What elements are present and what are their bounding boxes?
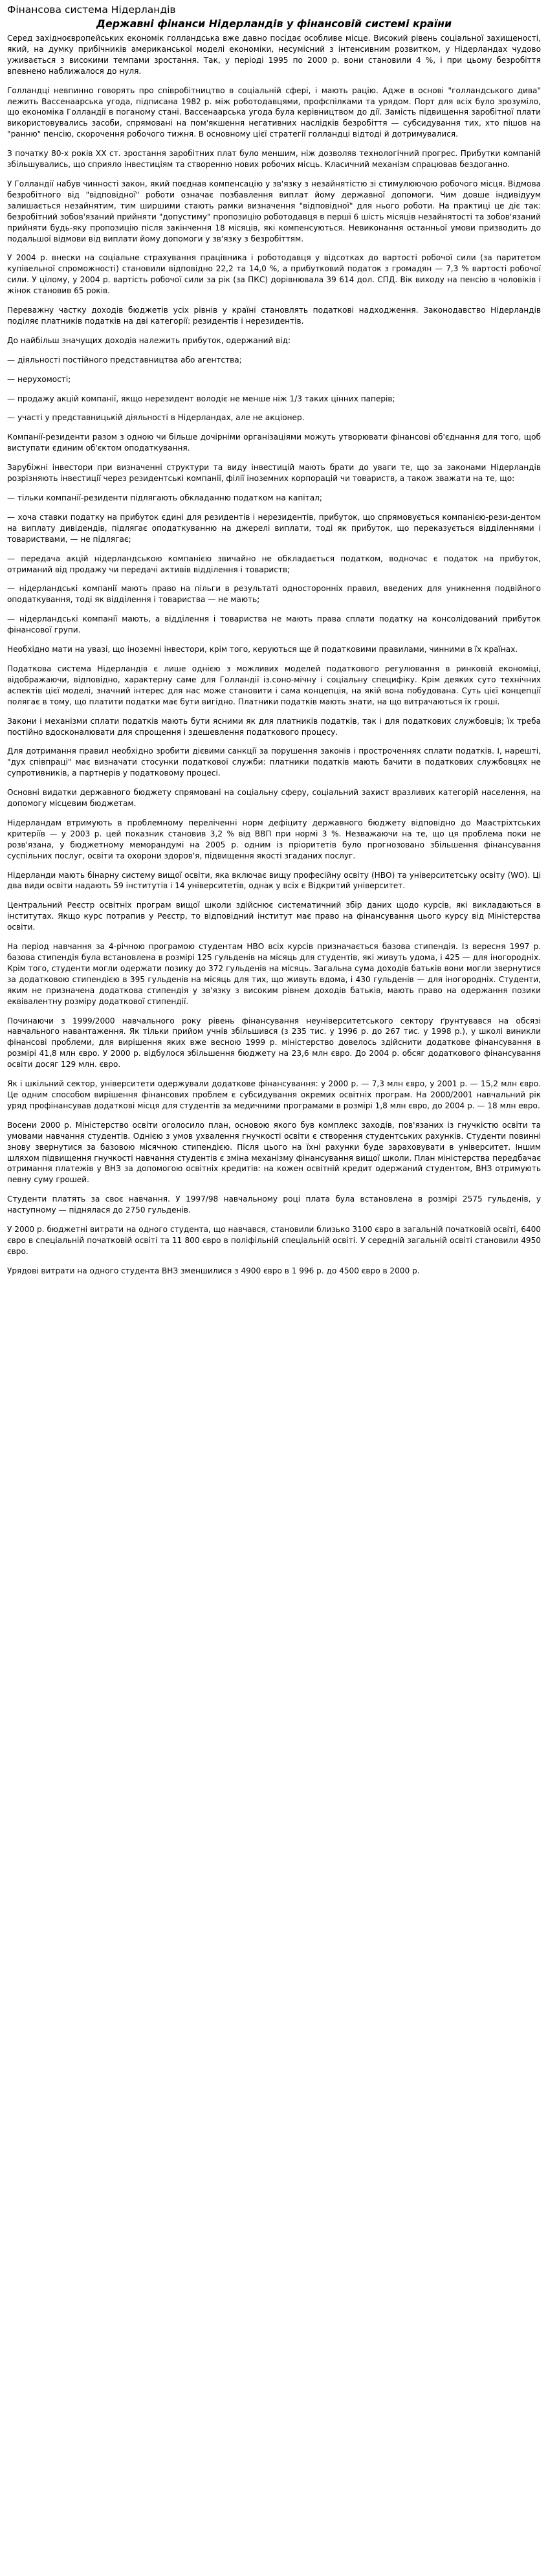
paragraph: — нідерландські компанії мають, а відділення і товариства не мають права сплати податку на консолідований прибуток фінансової групи. <box>7 614 541 635</box>
paragraph: У 2004 р. внески на соціальне страхування працівника і роботодавця у відсотках до вартості робочої сили (за паритетом купівельної спроможності) становили відповідно 22,2 та 14,0 %, а прибутковий податок з громадян — 7,3 % вартості робочої сили. У цілому, у 2004 р. вартість робочої сили за рік (за ПКС) дорівнювала 39 614 дол. СПД. Вік виходу на пенсію в чоловіків і жінок становив 65 років. <box>7 253 541 296</box>
paragraph: — нерухомості; <box>7 374 71 384</box>
paragraph: Зарубіжні інвестори при визначенні структури та виду інвестицій мають брати до уваги те, що за законами Нідерландів розрізняють інвестиції через резидентські компанії, філії іноземних корпорацій чи товариств, а також зважати на те, що: <box>7 463 541 484</box>
paragraph: — нідерландські компанії мають право на пільги в результаті односторонніх правил, введених для уникнення подвійного оподаткування, тоді як відділення і товариства — не мають; <box>7 584 541 605</box>
paragraph: На період навчання за 4-річною програмою студентам НВО всіх курсів призначається базова стипендія. Із вересня 1997 р. базова стипендія була встановлена в розмірі 125 гульденів на місяць для студентів, які живуть удома, і 425 — для іногородніх. Крім того, студенти могли одержати позику до 372 гульденів на місяць. Загальна сума доходів батьків вони могли звернутися за додатковою стипендією в 395 гульденів на місяць для тих, що живуть вдома, і 430 гульденів — для іногородніх. Студенти, яким не призначена додаткова стипендія у зв'язку з високим рівнем доходів батьків, мають право на одержання позики еквівалентну розміру додаткової стипендії. <box>7 942 541 1006</box>
paragraph: З початку 80-х років XX ст. зростання заробітних плат було меншим, ніж дозволяв технологічний прогрес. Прибутки компаній збільшувались, що сприяло інвестиціям та створенню нових робочих місць. Класичний механізм спрацював бездоганно. <box>7 149 541 170</box>
paragraph: Серед західноєвропейських економік голландська вже давно посідає особливе місце. Високий рівень соціальної захищеності, який, на думку прибічників американської моделі економіки, несумісний з інтенсивним розвитком, у Нідерландах чудово уживається з високими темпами зростання. Так, у періоді 1995 по 2000 р. вони становили 4 %, і при цьому безробіття впевнено наближалося до нуля. <box>7 34 541 76</box>
paragraph: Переважну частку доходів бюджетів усіх рівнів у країні становлять податкові надходження. Законодавство Нідерландів поділяє платників податків на дві категорії: резидентів і нерезидентів. <box>7 306 541 326</box>
paragraph: Студенти платять за своє навчання. У 1997/98 навчальному році плата була встановлена в розмірі 2575 гульденів, у наступному — піднялася до 2750 гульденів. <box>7 1194 541 1215</box>
paragraph: Основні видатки державного бюджету спрямовані на соціальну сферу, соціальний захист вразливих категорій населення, на допомогу місцевим бюджетам. <box>7 788 541 809</box>
paragraph: Голландці невпинно говорять про співробітництво в соціальній сфері, і мають рацію. Адже в основі "голландського дива" лежить Вассенаарська угода, підписана 1982 р. між роботодавцями, профспілками та урядом. Порт для всіх було зрозуміло, що економіка Голландії в поганому стані. Вассенаарська угода була керівництвом до дії. Замість підвищення заробітної плати використовувались засоби, спрямовані на пом'якшення негативних наслідків безробіття — субсидування тих, хто пішов на "ранню" пенсію, скорочення робочого тижня. В основному цієї стратегії голландці відтоді й дотримувалися. <box>7 85 541 139</box>
section-heading: Державні фінанси Нідерландів у фінансовій системі країни <box>96 17 452 30</box>
paragraph: Нідерланди мають бінарну систему вищої освіти, яка включає вищу професійну освіту (НВО) та університетську освіту (WO). Ці два види освіти надають 59 інститутів і 14 університетів, однак у всіх є Відкритий університет. <box>7 870 541 891</box>
paragraph: Восени 2000 р. Міністерство освіти оголосило план, основою якого був комплекс заходів, пов'язаних із гнучкістю освіти та умовами навчання студентів. Однією з умов ухвалення гнучкості освіти є створення студентських рахунків. Студенти повинні знову звернутися за базовою місячною стипендією. Після цього на їхні рахунки буде зараховувати в університет. Іншим шляхом підвищення гнучкості навчання студентів є зміна механізму фінансування вищої школи. План міністерства передбачає отримання платежів у ВНЗ за допомогою освітніх кредитів: на кожен освітній кредит одержаний студентом, ВНЗ отримують певну суму грошей. <box>7 1120 541 1185</box>
paragraph: У Голландії набув чинності закон, який поєднав компенсацію у зв'язку з незайнятістю зі стимулюючою робочого місця. Відмова безробітного від "відповідної" роботи означає позбавлення виплат йому державної допомоги. Чим довше індивідуум залишається незайнятим, тим ширшими стають рамки визначення "відповідної" для нього роботи. На практиці це діє так: безробітний зобов'язаний прийняти "допустиму" пропозицію роботодавця в перші 6 шість місяців незайнятості та зобов'язаний прийняти будь-яку пропозицію після закінчення 18 місяців, які компенсуються. Невиконання останньої умови призводить до подальшої відмови від виплати йому допомоги у зв'язку з безробіттям. <box>7 179 541 243</box>
paragraph: Урядові витрати на одного студента ВНЗ зменшилися з 4900 євро в 1 996 р. до 4500 євро в 2000 р. <box>7 1266 420 1275</box>
article-body <box>7 33 541 1277</box>
paragraph: Податкова система Нідерландів є лише однією з можливих моделей податкового регулювання в ринковій економіці, відображаючи, відповідно, характерну саме для Голландії із.соно-мічну і соціальну специфіку. Крім деяких суто технічних аспектів цієї моделі, значний інтерес для нас може становити і сама концепція, на якій вона побудована. Суть цієї концепції полягає в тому, що платити податки має бути вигідно. Платники податків мають знати, на що витрачаються їх гроші. <box>7 664 541 706</box>
paragraph: Компанії-резиденти разом з одною чи більше дочірніми організаціями можуть утворювати фінансові об'єднання для того, щоб виступати єдиним об'єктом оподаткування. <box>7 432 541 453</box>
paragraph: Закони і механізми сплати податків мають бути ясними як для платників податків, так і для податкових службовців; їх треба постійно вдосконалювати для спрощення і здешевлення податкового процесу. <box>7 716 541 737</box>
paragraph: — діяльності постійного представництва або агентства; <box>7 355 242 364</box>
paragraph: — участі у представницькій діяльності в Нідерландах, але не акціонер. <box>7 413 305 423</box>
paragraph: У 2000 р. бюджетні витрати на одного студента, що навчався, становили близько 3100 євро в загальній початковій освіті, 6400 євро в спеціальній початковій освіті та 11 800 євро в поліфільній спеціальній освіті. У середній загальній освіті становили 4950 євро. <box>7 1225 541 1256</box>
paragraph: Для дотримання правил необхідно зробити дієвими санкції за порушення законів і простроченнях сплати податків. І, нарешті, "дух співпраці" має визначати стосунки податкової служби: платники податків мають бачити в податкових службовцях не супротивників, а партнерів у податковому процесі. <box>7 746 541 778</box>
paragraph: — продажу акцій компанії, якщо нерезидент володіє не менше ніж 1/3 таких цінних паперів; <box>7 394 395 403</box>
paragraph: Як і шкільний сектор, університети одержували додаткове фінансування: у 2000 р. — 7,3 млн євро, у 2001 р. — 15,2 млн євро. Це одним способом вирішення фінансових проблем є субсидування окремих освітніх програм. На 2000/2001 навчальний рік уряд профінансував додаткові місця для студентів за медичними програмами в розмірі 1,8 млн євро, до 2004 р. — 18 млн евро. <box>7 1079 541 1110</box>
paragraph: Необхідно мати на увазі, що іноземні інвестори, крім того, керуються ще й податковими правилами, чинними в їх країнах. <box>7 645 518 655</box>
paragraph: — передача акцій нідерландською компанією звичайно не обкладається податком, водночас є податок на прибуток, отриманий від продажу чи передачі активів відділення і товариств; <box>7 554 541 574</box>
document <box>0 0 548 1277</box>
paragraph: Починаючи з 1999/2000 навчального року рівень фінансування неуніверситетського сектору ґрунтувався на обсязі навчального навантаження. Як тільки прийом учнів збільшився (з 235 тис. у 1996 р. до 267 тис. у 1998 р.), у школі виникли фінансові проблеми, для вирішення яких вже весною 1999 р. міністерство довелось здійснити додаткове фінансування в розмірі 41,8 млн євро. У 2000 р. відбулося збільшення бюджету на 23,6 млн євро. До 2004 р. обсяг додаткового фінансування освіти досяг 129 млн. євро. <box>7 1016 541 1070</box>
paragraph: До найбільш значущих доходів належить прибуток, одержаний від: <box>7 335 291 345</box>
page-title: Фінансова система Нідерландів <box>7 4 176 16</box>
paragraph: — тільки компанії-резиденти підлягають обкладанню податком на капітал; <box>7 493 322 502</box>
paragraph: Нідерландам втримують в проблемному переліченні норм дефіциту державного бюджету відповідно до Маастріхтських критеріїв — у 2003 р. цей показник становив 3,2 % від ВВП при нормі 3 %. Незважаючи на те, що ця проблема поки не розв'язана, у бюджетному меморандумі на 2005 р. одним із пріоритетів було прогнозовано збільшення фінансування суспільних послуг, освіти та охорони здоров'я, підвищення якості згаданих послуг. <box>7 818 541 860</box>
paragraph: — хоча ставки податку на прибуток єдині для резидентів і нерезидентів, прибуток, що спрямовується компанією-рези-дентом на виплату дивідендів, підлягає оподаткуванню на джерелі виплати, тоді як прибуток, що переказується відділеннями і товариствами, — не підлягає; <box>7 512 541 544</box>
paragraph: Центральний Реєстр освітніх програм вищої школи здійснює систематичний збір даних щодо курсів, які викладаються в інститутах. Якщо курс потрапив у Реєстр, то відповідний інститут має право на фінансування цього курсу від Міністерства освіти. <box>7 901 541 932</box>
